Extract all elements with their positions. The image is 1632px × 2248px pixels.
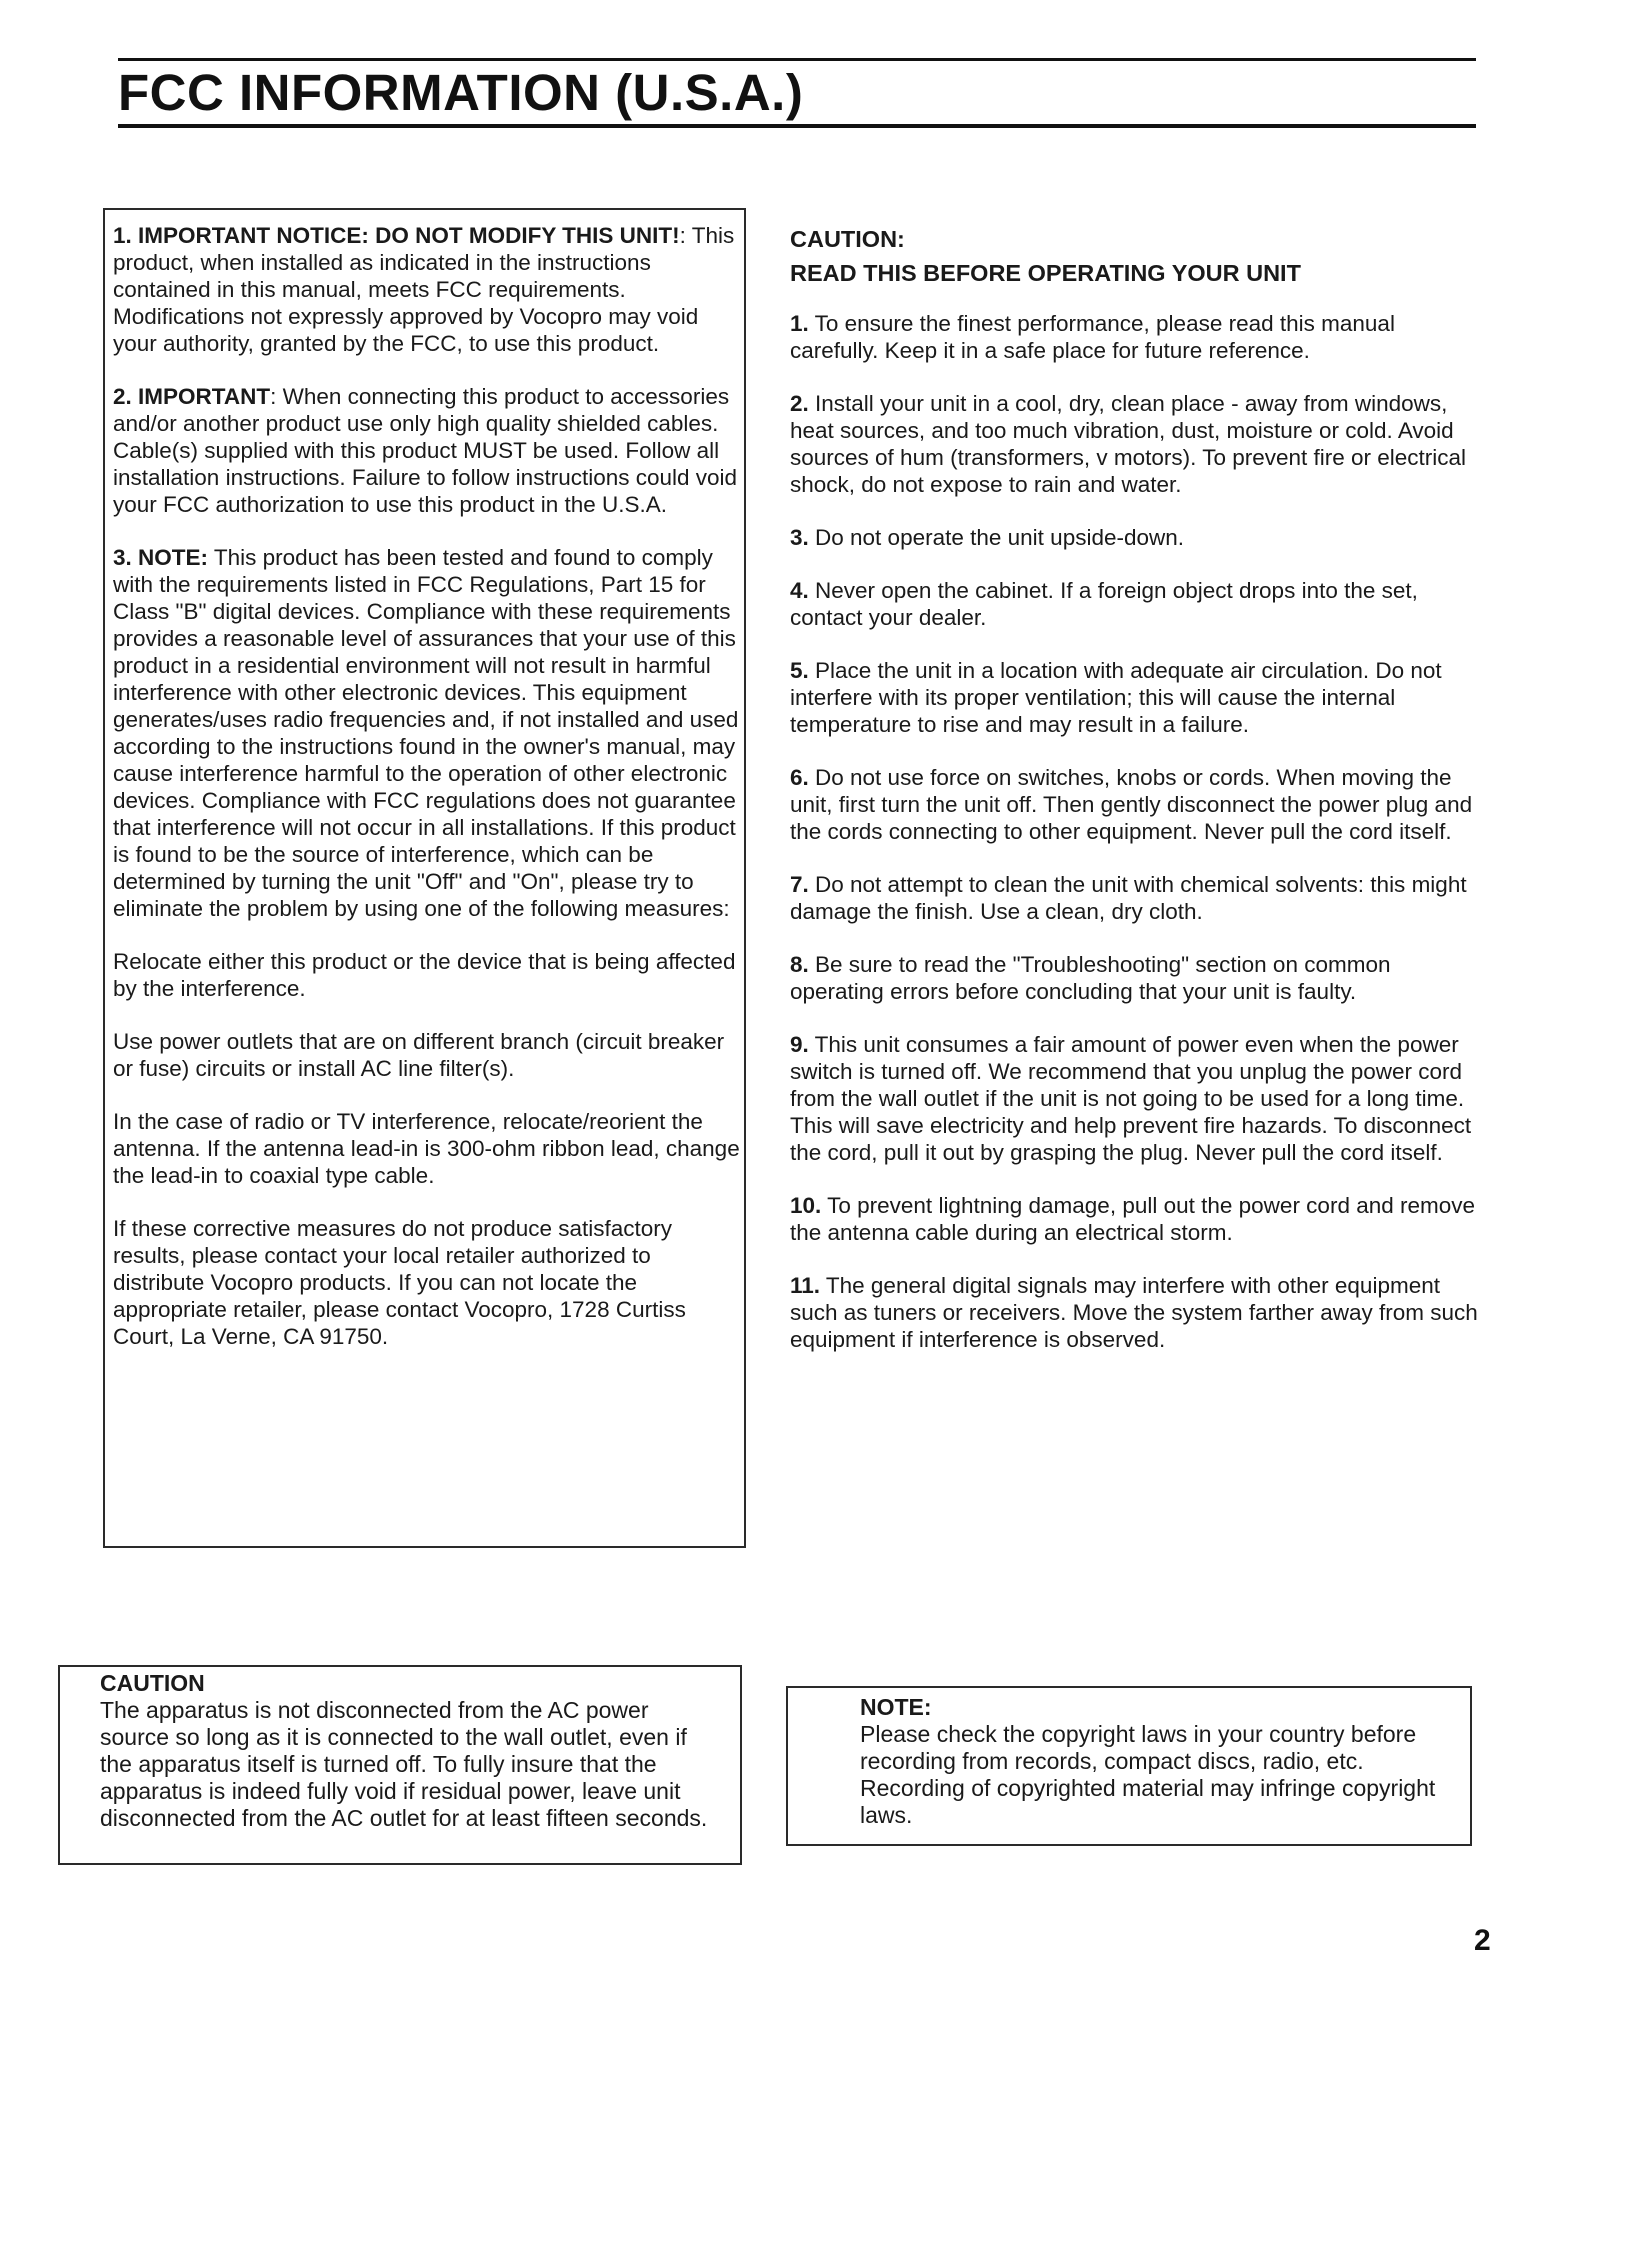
caution-item-number: 7. xyxy=(790,872,809,897)
caution-item-number: 1. xyxy=(790,311,809,336)
fcc-item-text: : When connecting this product to accessories and/or another product use only high quality shielded cables. Cable(s) supplied with this product MUST be used. Follow all installation instructions. Failure to follow instructions could void your FCC authorization to use this product in the U.S.A. xyxy=(113,384,738,517)
fcc-item-lead: 1. IMPORTANT NOTICE: DO NOT MODIFY THIS UNIT! xyxy=(113,223,680,248)
page-number: 2 xyxy=(1474,1924,1491,1957)
copyright-note xyxy=(860,1694,1440,1829)
fcc-item xyxy=(113,383,741,518)
caution-item-text: Do not attempt to clean the unit with chemical solvents: this might damage the finish. Use a clean, dry cloth. xyxy=(790,872,1467,924)
caution-item-text: Do not operate the unit upside-down. xyxy=(808,525,1185,550)
caution-heading-line-1: CAUTION: xyxy=(790,226,905,252)
caution-item-text: Do not use force on switches, knobs or cords. When moving the unit, first turn the unit off. Then gently disconnect the power plug and the cords connecting to other equipment. Never pull the cord itself. xyxy=(790,765,1473,844)
ac-power-caution xyxy=(100,1670,710,1832)
copyright-note-text: Please check the copyright laws in your country before recording from records, compact discs, radio, etc. Recording of copyrighted material may infringe copyright laws. xyxy=(860,1721,1436,1828)
caution-item-number: 10. xyxy=(790,1193,822,1218)
caution-item xyxy=(790,524,1480,551)
fcc-item-text: This product has been tested and found to comply with the requirements listed in FCC Regulations, Part 15 for Class "B" digital devices. Compliance with these requirements provides a reasonable level of assurances that your use of this product in a residential environment will not result in harmful interference with other electronic devices. This equipment generates/uses radio frequencies and, if not installed and used according to the instructions found in the owner's manual, may cause interference harmful to the operation of other electronic devices. Compliance with FCC regulations does not guarantee that interference will not occur in all installations. If this product is found to be the source of interference, which can be determined by turning the unit "Off" and "On", please try to eliminate the problem by using one of the following measures: xyxy=(113,545,739,921)
fcc-item xyxy=(113,544,741,922)
caution-item-number: 6. xyxy=(790,765,809,790)
caution-item xyxy=(790,764,1480,845)
caution-item xyxy=(790,577,1480,631)
caution-item-text: To prevent lightning damage, pull out the power cord and remove the antenna cable during an electrical storm. xyxy=(790,1193,1476,1245)
fcc-item-text: : This product, when installed as indicated in the instructions contained in this manual, meets FCC requirements. Modifications not expressly approved by Vocopro may void your authority, granted by the FCC, to use this product. xyxy=(113,223,735,356)
caution-item-text: To ensure the finest performance, please read this manual carefully. Keep it in a safe place for future reference. xyxy=(790,311,1395,363)
caution-item-number: 4. xyxy=(790,578,809,603)
fcc-notice-column xyxy=(113,222,741,1376)
caution-item xyxy=(790,310,1480,364)
caution-item-text: Install your unit in a cool, dry, clean place - away from windows, heat sources, and too much vibration, dust, moisture or cold. Avoid sources of hum (transformers, v motors). To prevent fire or electrical shock, do not expose to rain and water. xyxy=(790,391,1467,497)
caution-heading xyxy=(790,222,1480,290)
caution-item xyxy=(790,1272,1480,1353)
fcc-measure xyxy=(113,1215,741,1350)
fcc-item xyxy=(113,222,741,357)
fcc-measure-text: If these corrective measures do not produce satisfactory results, please contact your local retailer authorized to distribute Vocopro products. If you can not locate the appropriate retailer, please contact Vocopro, 1728 Curtiss Court, La Verne, CA 91750. xyxy=(113,1216,686,1349)
caution-item-number: 5. xyxy=(790,658,809,683)
ac-power-caution-heading: CAUTION xyxy=(100,1670,205,1696)
caution-item-text: This unit consumes a fair amount of power even when the power switch is turned off. We recommend that you unplug the power cord from the wall outlet if the unit is not going to be used for a long time. This will save electricity and help prevent fire hazards. To disconnect the cord, pull it out by grasping the plug. Never pull the cord itself. xyxy=(790,1032,1472,1165)
fcc-measure-text: In the case of radio or TV interference, relocate/reorient the antenna. If the antenna lead-in is 300-ohm ribbon lead, change the lead-in to coaxial type cable. xyxy=(113,1109,740,1188)
top-rule xyxy=(118,58,1476,61)
fcc-item-lead: 3. NOTE: xyxy=(113,545,209,570)
caution-item-text: Place the unit in a location with adequate air circulation. Do not interfere with its proper ventilation; this will cause the internal temperature to rise and may result in a failure. xyxy=(790,658,1442,737)
caution-item-text: Be sure to read the "Troubleshooting" section on common operating errors before concluding that your unit is faulty. xyxy=(790,952,1391,1004)
fcc-measure xyxy=(113,948,741,1002)
fcc-measure-text: Relocate either this product or the device that is being affected by the interference. xyxy=(113,949,736,1001)
caution-item xyxy=(790,1192,1480,1246)
fcc-measure xyxy=(113,1028,741,1082)
caution-item xyxy=(790,951,1480,1005)
ac-power-caution-text: The apparatus is not disconnected from the AC power source so long as it is connected to the wall outlet, even if the apparatus itself is turned off. To fully insure that the apparatus is indeed fully void if residual power, leave unit disconnected from the AC outlet for at least fifteen seconds. xyxy=(100,1697,708,1831)
title-underline xyxy=(118,124,1476,128)
caution-item xyxy=(790,657,1480,738)
caution-item xyxy=(790,1031,1480,1166)
fcc-item-lead: 2. IMPORTANT xyxy=(113,384,271,409)
page-title: FCC INFORMATION (U.S.A.) xyxy=(118,64,804,121)
copyright-note-heading: NOTE: xyxy=(860,1694,932,1720)
fcc-measure xyxy=(113,1108,741,1189)
caution-item-text: Never open the cabinet. If a foreign object drops into the set, contact your dealer. xyxy=(790,578,1418,630)
caution-item xyxy=(790,871,1480,925)
caution-item-number: 3. xyxy=(790,525,809,550)
caution-item-number: 8. xyxy=(790,952,809,977)
caution-item-number: 2. xyxy=(790,391,809,416)
caution-item-number: 9. xyxy=(790,1032,809,1057)
caution-item xyxy=(790,390,1480,498)
fcc-measure-text: Use power outlets that are on different branch (circuit breaker or fuse) circuits or install AC line filter(s). xyxy=(113,1029,725,1081)
caution-item-text: The general digital signals may interfere with other equipment such as tuners or receivers. Move the system farther away from such equipment if interference is observed. xyxy=(790,1273,1478,1352)
caution-heading-line-2: READ THIS BEFORE OPERATING YOUR UNIT xyxy=(790,260,1301,286)
caution-item-number: 11. xyxy=(790,1273,821,1298)
caution-column xyxy=(790,222,1480,1379)
